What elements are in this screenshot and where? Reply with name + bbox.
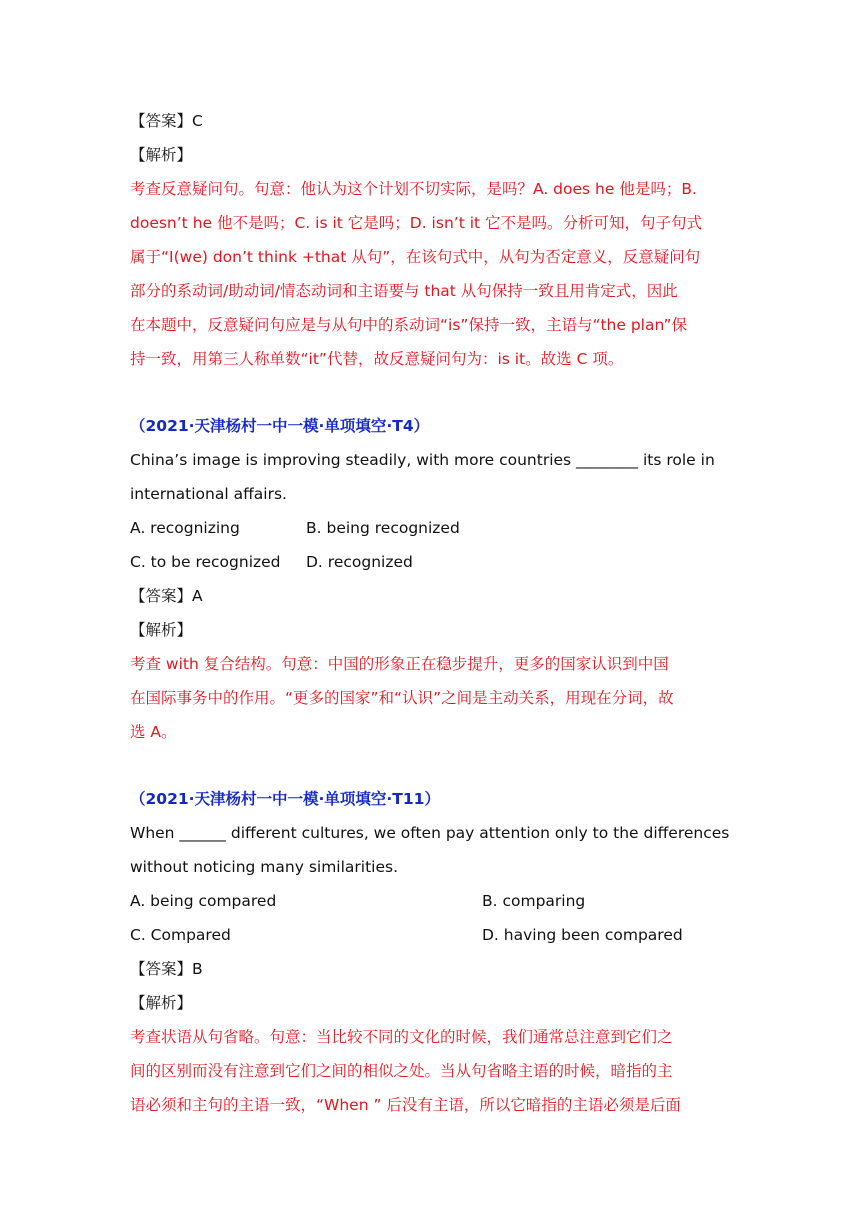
q3-analysis-line-3: 语必须和主句的主语一致，“When ” 后没有主语，所以它暗指的主语必须是后面	[130, 1096, 681, 1114]
q1-analysis-line-5: 在本题中，反意疑问句应是与从句中的系动词“is”保持一致，主语与“the plan”保	[130, 316, 687, 334]
q2-option-b: B. being recognized	[306, 519, 460, 537]
q2-stem-line-1: China’s image is improving steadily, with more countries ________ its role in	[130, 451, 715, 469]
q2-stem-line-2: international affairs.	[130, 485, 287, 503]
q2-option-d: D. recognized	[306, 553, 413, 571]
q3-analysis-line-1: 考查状语从句省略。句意：当比较不同的文化的时候，我们通常总注意到它们之	[130, 1028, 673, 1046]
q1-analysis-line-3: 属于“I(we) don’t think +that 从句”，在该句式中，从句为否定意义，反意疑问句	[130, 248, 701, 266]
q2-analysis-label: 【解析】	[130, 621, 193, 639]
q1-answer: 【答案】C	[130, 112, 203, 130]
q2-option-c: C. to be recognized	[130, 553, 281, 571]
q3-option-b: B. comparing	[482, 892, 586, 910]
q1-analysis-line-2: doesn’t he 他不是吗；C. is it 它是吗；D. isn’t it 它不是吗。分析可知，句子句式	[130, 214, 703, 232]
q3-options-row-1	[130, 884, 732, 918]
q2-answer: 【答案】A	[130, 587, 203, 605]
q1-analysis-line-1: 考查反意疑问句。句意：他认为这个计划不切实际，是吗？A. does he 他是吗；B.	[130, 180, 697, 198]
q2-options-row-2	[130, 545, 732, 579]
q3-analysis-label: 【解析】	[130, 994, 193, 1012]
q2-source: （2021·天津杨村一中一模·单项填空·T4）	[130, 417, 430, 435]
q3-answer: 【答案】B	[130, 960, 203, 978]
q3-options-row-2	[130, 918, 732, 952]
q1-analysis-line-4: 部分的系动词/助动词/情态动词和主语要与 that 从句保持一致且用肯定式，因此	[130, 282, 678, 300]
q3-stem-line-1: When ______ different cultures, we often pay attention only to the differences	[130, 824, 730, 842]
q1-analysis-label: 【解析】	[130, 146, 193, 164]
q2-option-a: A. recognizing	[130, 519, 240, 537]
q3-option-c: C. Compared	[130, 926, 231, 944]
q3-stem-line-2: without noticing many similarities.	[130, 858, 399, 876]
document-page	[130, 104, 732, 1122]
q2-analysis-line-3: 选 A。	[130, 723, 177, 741]
q3-option-a: A. being compared	[130, 892, 277, 910]
q3-source: （2021·天津杨村一中一模·单项填空·T11）	[130, 790, 440, 808]
q3-analysis-line-2: 间的区别而没有注意到它们之间的相似之处。当从句省略主语的时候，暗指的主	[130, 1062, 673, 1080]
q1-analysis-line-6: 持一致，用第三人称单数“it”代替，故反意疑问句为：is it。故选 C 项。	[130, 350, 624, 368]
q3-option-d: D. having been compared	[482, 926, 683, 944]
q2-analysis-line-1: 考查 with 复合结构。句意：中国的形象正在稳步提升，更多的国家认识到中国	[130, 655, 669, 673]
q2-options-row-1	[130, 511, 732, 545]
q2-analysis-line-2: 在国际事务中的作用。“更多的国家”和“认识”之间是主动关系，用现在分词，故	[130, 689, 674, 707]
